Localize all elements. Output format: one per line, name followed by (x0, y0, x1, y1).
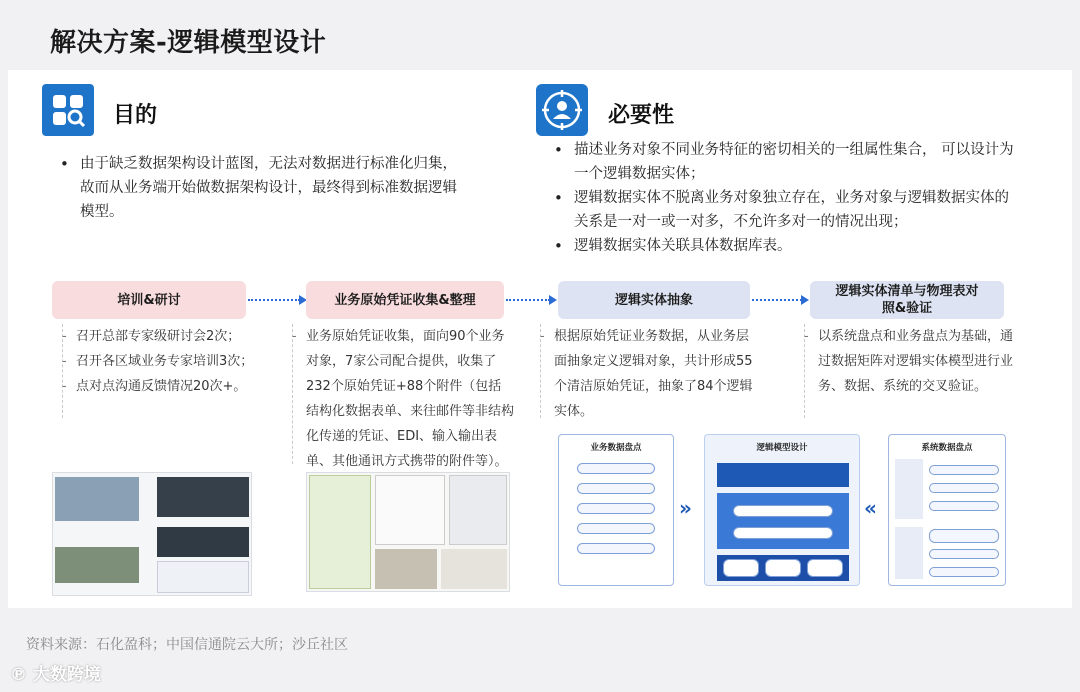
mini-step (807, 559, 843, 577)
page-title: 解决方案-逻辑模型设计 (50, 28, 327, 58)
necessity-title: 必要性 (608, 103, 675, 128)
business-data-inventory-title: 业务数据盘点 (590, 443, 642, 453)
step3-text (540, 324, 758, 424)
list-item: - 点对点沟通反馈情况20次+。 (62, 374, 258, 399)
system-data-inventory-title: 系统数据盘点 (921, 443, 973, 453)
list-item: - 根据原始凭证业务数据，从业务层面抽象定义逻辑对象，共计形成55个清洁原始凭证，抽象了84个逻辑实体。 (540, 324, 758, 424)
arrow-3 (752, 299, 802, 301)
purpose-bullet: • 由于缺乏数据架构设计蓝图，无法对数据进行标准化归集，故而从业务端开始做数据架构设计，最终得到标准数据逻辑模型。 (56, 152, 468, 224)
voucher-collage (306, 472, 510, 592)
logical-model-design-title: 逻辑模型设计 (756, 443, 808, 453)
list-item: - 以系统盘点和业务盘点为基础，通过数据矩阵对逻辑实体模型进行业务、数据、系统的交叉验证。 (804, 324, 1022, 399)
purpose-title: 目的 (113, 103, 158, 128)
step-training: 培训&研讨 (52, 281, 246, 319)
step1-items (62, 324, 258, 399)
arrow-1 (248, 299, 300, 301)
necessity-icon (536, 84, 588, 136)
mini-step (577, 503, 655, 514)
business-data-inventory (558, 434, 674, 586)
mini-step (765, 559, 801, 577)
mini-step (929, 567, 999, 577)
mini-step (577, 543, 655, 554)
mini-step (929, 529, 999, 543)
mini-block (717, 463, 849, 487)
mini-step (733, 505, 833, 517)
double-chevron-left-icon: « (864, 496, 877, 520)
step2-text (292, 324, 514, 474)
logical-model-design (704, 434, 860, 586)
mini-step (929, 501, 999, 511)
mini-step (577, 483, 655, 494)
list-item: - 召开总部专家级研讨会2次； (62, 324, 258, 349)
mini-step (723, 559, 759, 577)
necessity-bullet-2: • 逻辑数据实体不脱离业务对象独立存在，业务对象与逻辑数据实体的关系是一对一或一对多，不允许多对一的情况出现； (550, 186, 1018, 234)
mini-block (895, 459, 923, 519)
mini-step (929, 549, 999, 559)
mini-step (929, 465, 999, 475)
mini-step (577, 523, 655, 534)
system-data-inventory (888, 434, 1006, 586)
mini-block (895, 527, 923, 579)
step-entity-abstraction: 逻辑实体抽象 (558, 281, 750, 319)
double-chevron-right-icon: » (679, 496, 692, 520)
mini-block (717, 493, 849, 549)
necessity-bullet-3: • 逻辑数据实体关联具体数据库表。 (550, 234, 1018, 258)
step-voucher-collection: 业务原始凭证收集&整理 (306, 281, 504, 319)
mini-step (577, 463, 655, 474)
list-item: - 业务原始凭证收集，面向90个业务对象，7家公司配合提供，收集了232个原始凭证+88个附件（包括结构化数据表单、来往邮件等非结构化传递的凭证、EDI、输入输出表单、其他通讯方式携带的附件等）。 (292, 324, 514, 474)
mini-step (733, 527, 833, 539)
list-item: - 召开各区域业务专家培训3次； (62, 349, 258, 374)
step-entity-verification: 逻辑实体清单与物理表对照&验证 (810, 281, 1004, 319)
arrow-2 (506, 299, 550, 301)
source-note: 资料来源：石化盈科；中国信通院云大所；沙丘社区 (26, 637, 348, 653)
content-card (8, 70, 1072, 608)
mini-step (929, 483, 999, 493)
training-photo-collage (52, 472, 252, 596)
purpose-icon (42, 84, 94, 136)
step4-text (804, 324, 1022, 399)
brand-logo (10, 660, 101, 685)
logo-icon: ℗ (10, 665, 33, 685)
logo-text: 大数跨境 (32, 665, 101, 685)
necessity-bullets (550, 138, 1018, 258)
purpose-bullets (56, 152, 468, 224)
necessity-bullet-1: • 描述业务对象不同业务特征的密切相关的一组属性集合， 可以设计为一个逻辑数据实体； (550, 138, 1018, 186)
